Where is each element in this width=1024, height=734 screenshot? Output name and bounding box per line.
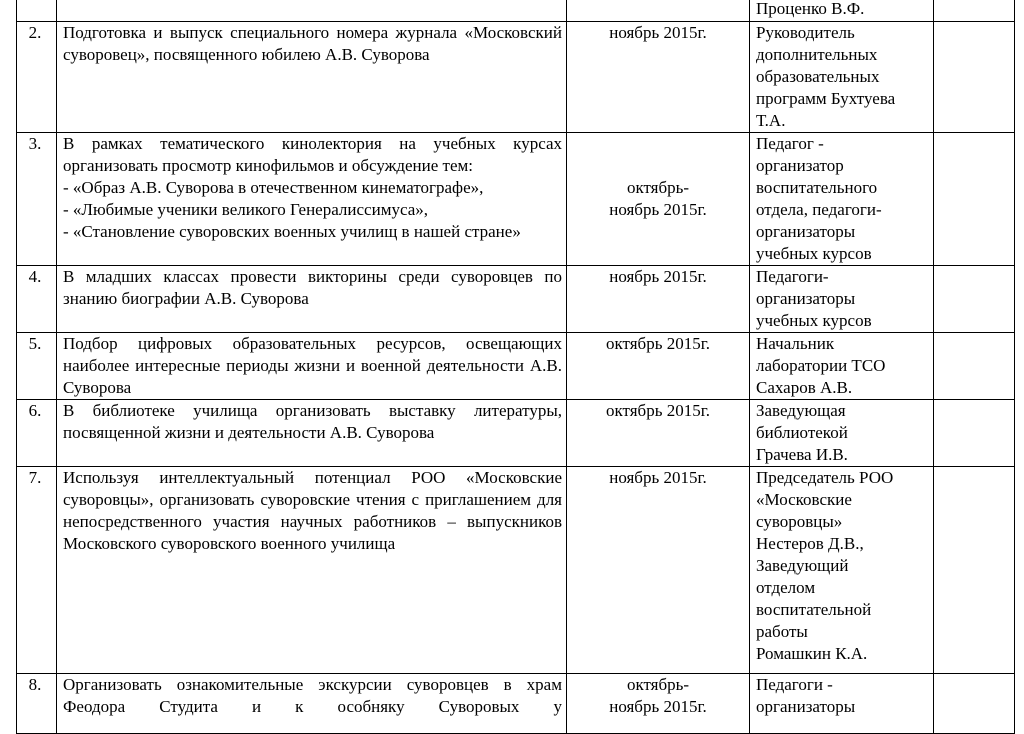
responsible-text: Педагоги - организаторы — [756, 675, 856, 716]
activity-cell — [57, 400, 567, 467]
date-cell: ноябрь 2015г. — [567, 22, 750, 133]
table-row — [17, 22, 1015, 133]
activity-text: Подбор цифровых образовательных ресурсов, освещающих наиболее интересные периоды жизни и военной деятельности А.В. Суворова — [63, 334, 562, 397]
date-cell: октябрь 2015г. — [567, 333, 750, 400]
responsible-cell — [750, 467, 934, 674]
row-number-cell: 2. — [17, 22, 57, 133]
responsible-cell — [750, 22, 934, 133]
activity-text: Организовать ознакомительные экскурсии суворовцев в храм Феодора Студита и к особняку Суворовых у — [63, 675, 562, 716]
row-number-cell: 6. — [17, 400, 57, 467]
table-row — [17, 467, 1015, 674]
responsible-cell — [750, 266, 934, 333]
date-cell — [567, 0, 750, 22]
responsible-text: Заведующий отделом воспитательной работы — [756, 556, 872, 641]
activity-text: - «Становление суворовских военных училищ в нашей стране» — [63, 222, 521, 241]
activity-cell — [57, 133, 567, 266]
mark-cell — [934, 333, 1015, 400]
date-text: октябрь-ноябрь 2015г. — [609, 178, 707, 219]
table-row — [17, 674, 1015, 734]
responsible-text: Ромашкин К.А. — [756, 644, 868, 663]
activity-text: - «Любимые ученики великого Генералиссимуса», — [63, 200, 429, 219]
activity-cell — [57, 467, 567, 674]
row-number-cell: 3. — [17, 133, 57, 266]
responsible-cell — [750, 400, 934, 467]
date-cell: ноябрь 2015г. — [567, 467, 750, 674]
plan-table — [16, 0, 1015, 734]
mark-cell — [934, 467, 1015, 674]
row-number-cell — [17, 0, 57, 22]
activity-text: В младших классах провести викторины среди суворовцев по знанию биографии А.В. Суворова — [63, 267, 562, 308]
activity-cell — [57, 674, 567, 734]
activity-text: - «Образ А.В. Суворова в отечественном кинематографе», — [63, 178, 484, 197]
responsible-text: Руководитель дополнительных образовательных программ Бухтуева Т.А. — [756, 23, 896, 130]
activity-cell — [57, 333, 567, 400]
row-number-cell: 4. — [17, 266, 57, 333]
table-row — [17, 266, 1015, 333]
activity-text: В рамках тематического кинолектория на учебных курсах организовать просмотр кинофильмов и обсуждение тем: — [63, 134, 562, 175]
mark-cell — [934, 266, 1015, 333]
responsible-cell — [750, 674, 934, 734]
table-row — [17, 133, 1015, 266]
date-cell — [567, 133, 750, 266]
activity-cell — [57, 0, 567, 22]
activity-text: В библиотеке училища организовать выставку литературы, посвященной жизни и деятельности А.В. Суворова — [63, 401, 562, 442]
table-row — [17, 0, 1015, 22]
activity-text: Подготовка и выпуск специального номера журнала «Московский суворовец», посвященного юбилею А.В. Суворова — [63, 23, 562, 64]
row-number-cell: 8. — [17, 674, 57, 734]
activity-cell — [57, 266, 567, 333]
mark-cell — [934, 400, 1015, 467]
table-row — [17, 400, 1015, 467]
mark-cell — [934, 0, 1015, 22]
date-text: октябрь-ноябрь 2015г. — [609, 675, 707, 716]
row-number-cell: 7. — [17, 467, 57, 674]
responsible-cell — [750, 133, 934, 266]
activity-cell — [57, 22, 567, 133]
mark-cell — [934, 133, 1015, 266]
table-row — [17, 333, 1015, 400]
responsible-text: Педагоги-организаторы учебных курсов — [756, 267, 872, 330]
date-cell — [567, 674, 750, 734]
mark-cell — [934, 22, 1015, 133]
responsible-cell — [750, 0, 934, 22]
activity-text: Используя интеллектуальный потенциал РОО «Московские суворовцы», организовать суворовские чтения с приглашением для непосредственного участия научных работников – выпускников Московского суворовского военного училища — [63, 468, 562, 553]
responsible-text: Председатель РОО «Московские суворовцы» Нестеров Д.В., — [756, 468, 894, 553]
date-cell: октябрь 2015г. — [567, 400, 750, 467]
responsible-text: Заведующая библиотекой Грачева И.В. — [756, 401, 848, 464]
responsible-text: Начальник лаборатории ТСО Сахаров А.В. — [756, 334, 886, 397]
responsible-text: Педагог - организатор воспитательного отдела, педагоги-организаторы учебных курсов — [756, 134, 882, 263]
date-cell: ноябрь 2015г. — [567, 266, 750, 333]
row-number-cell: 5. — [17, 333, 57, 400]
responsible-text: Проценко В.Ф. — [756, 0, 865, 18]
responsible-cell — [750, 333, 934, 400]
mark-cell — [934, 674, 1015, 734]
